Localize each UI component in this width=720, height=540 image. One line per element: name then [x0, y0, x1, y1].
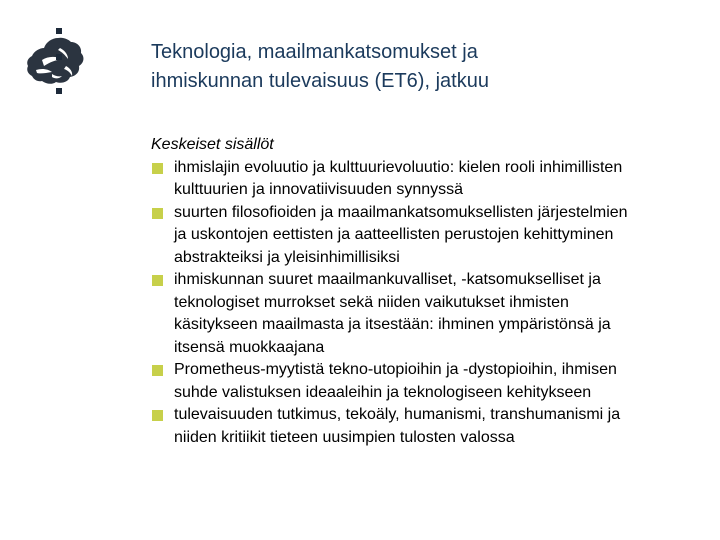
bullet-text-line: itsensä muokkaajana	[174, 338, 325, 356]
bullet-square-icon	[152, 410, 163, 421]
slide-title-line: Teknologia, maailmankatsomukset ja	[151, 41, 478, 63]
bullet-text-line: ja uskontojen eettisten ja aatteellisten perustojen kehittyminen	[174, 226, 614, 243]
bullet-text-line: suurten filosofioiden ja maailmankatsomuksellisten järjestelmien	[174, 203, 628, 221]
content-heading: Keskeiset sisällöt	[151, 136, 274, 153]
bullet-item	[151, 202, 701, 270]
bullet-text-line: niiden kritiikit tieteen uusimpien tulosten valossa	[174, 428, 515, 446]
slide-title-line: ihmiskunnan tulevaisuus (ET6), jatkuu	[151, 70, 489, 92]
bullet-text-line: ihmislajin evoluutio ja kulttuurievoluutio: kielen rooli inhimillisten	[174, 158, 623, 176]
bullet-text-line: suhde valistuksen ideaaleihin ja teknologiseen kehitykseen	[174, 383, 592, 401]
bullet-text-line: teknologiset murrokset sekä niiden vaikutukset ihmisten	[174, 293, 569, 311]
bullet-item	[151, 269, 701, 359]
bullet-text-line: kulttuurien ja innovatiivisuuden synnyssä	[174, 181, 464, 198]
bullet-square-icon	[152, 163, 163, 174]
bullet-item	[151, 359, 701, 404]
university-logo-icon	[22, 26, 88, 96]
bullet-square-icon	[152, 208, 163, 219]
bullet-text-line: Prometheus-myytistä tekno-utopioihin ja ‑dystopioihin, ihmisen	[174, 361, 617, 378]
bullet-text-line: ihmiskunnan suuret maailmankuvalliset, -katsomukselliset ja	[174, 271, 601, 288]
bullet-item	[151, 404, 701, 449]
bullet-text-line: abstrakteiksi ja yleisinhimillisiksi	[174, 248, 400, 266]
slide-content	[151, 134, 701, 449]
bullet-square-icon	[152, 365, 163, 376]
slide-title	[151, 38, 691, 96]
bullet-text-line: käsitykseen maailmasta ja itsestään: ihminen ympäristönsä ja	[174, 316, 611, 333]
bullet-item	[151, 157, 701, 202]
bullet-text-line: tulevaisuuden tutkimus, tekoäly, humanismi, transhumanismi ja	[174, 406, 621, 423]
bullet-square-icon	[152, 275, 163, 286]
